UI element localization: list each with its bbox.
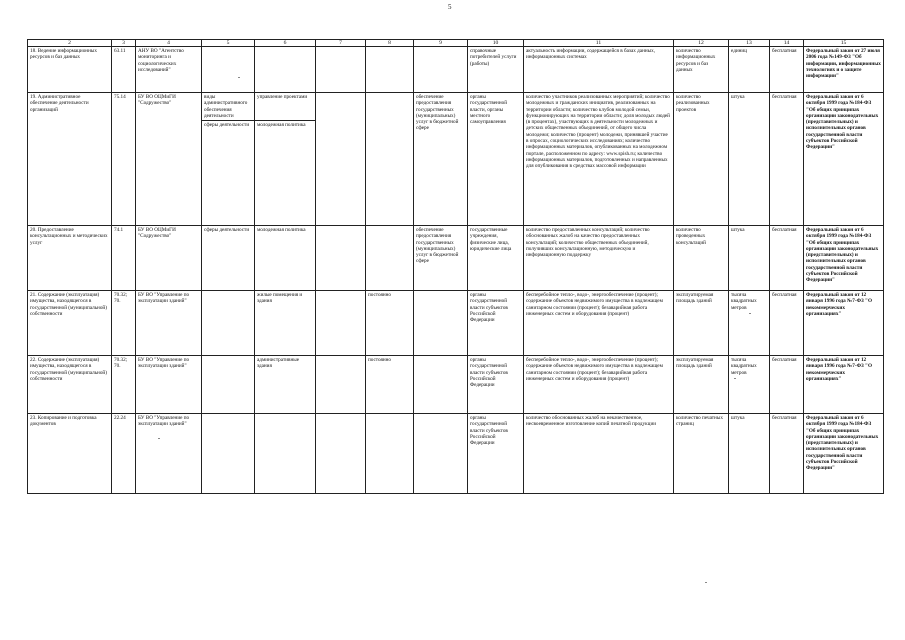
legal-basis-cell: Федеральный закон от 6 октября 1999 года №184-ФЗ "Об общих принципах организации законодательных (представительных) и исполнительных органов государственной власти субъектов Российской Федерации" — [804, 93, 884, 226]
activity-text: административные здания — [257, 357, 300, 370]
scan-speck — [158, 438, 160, 439]
service-name-cell — [28, 93, 112, 226]
quality-indicators-cell: количество обоснованных жалоб на некачественное, несвоевременное изготовление копий печатной продукции — [524, 414, 674, 494]
service-content-cell: обеспечение предоставления государственных (муниципальных) услуг в бюджетной сфере — [414, 226, 468, 291]
legal-basis-cell: Федеральный закон от 6 октября 1999 года №184-ФЗ "Об общих принципах организации законодательных (представительных) и исполнительных органов государственной власти субъектов Российской Федерации" — [804, 226, 884, 291]
column-number: 15 — [804, 40, 884, 47]
consumers-cell: органы государственной власти субъектов Российской Федерации — [468, 414, 524, 494]
okved-code-cell: 70.32; 70. — [112, 291, 136, 356]
column-number: 5 — [202, 40, 255, 47]
service-content-cell — [414, 414, 468, 494]
scan-speck — [749, 313, 751, 314]
quality-indicators-cell: количество предоставленных консультаций; количество обоснованных жалоб на качество предоставленных консультаций; количество общественных объединений, получивших консультационную, методическую и информационную поддержку — [524, 226, 674, 291]
service-name-cell — [28, 414, 112, 494]
okved-code-cell: 70.32; 70. — [112, 356, 136, 414]
consumers-cell: органы государственной власти, органы местного самоуправления — [468, 93, 524, 226]
legal-basis-cell: Федеральный закон от 6 октября 1999 года №184-ФЗ "Об общих принципах организации законодательных (представительных) и исполнительных органов государственной власти субъектов Российской Федерации" — [804, 414, 884, 494]
column-number: 7 — [316, 40, 366, 47]
sphere-cell — [202, 414, 255, 494]
scan-speck — [705, 582, 707, 583]
column-number: 4 — [136, 40, 202, 47]
column-number-row — [28, 40, 884, 47]
frequency-cell — [366, 414, 414, 494]
volume-indicator-cell: количество информационных ресурсов и баз данных — [674, 47, 729, 93]
service-name: Содержание (эксплуатация) имущества, находящегося в государственной (муниципальной) собственности — [30, 357, 107, 382]
okved-code-cell: 74.1 — [112, 226, 136, 291]
table-row — [28, 93, 884, 226]
quality-indicators-cell: актуальность информации, содержащейся в базах данных, информационных системах — [524, 47, 674, 93]
legal-basis-cell: Федеральный закон от 12 января 1996 года №7-ФЗ "О некоммерческих организациях" — [804, 356, 884, 414]
payment-cell: бесплатная — [770, 93, 804, 226]
activity-cell — [255, 93, 316, 226]
payment-cell: бесплатная — [770, 47, 804, 93]
frequency-cell: постоянно — [366, 291, 414, 356]
service-name: Копирование и подготовка документов — [30, 415, 97, 428]
quality-indicators-cell: количество участников реализованных мероприятий; количество молодежных и гражданских инициатив, реализованных на территории области; количество клубов молодой семьи, функционирующих на территории области; доля молодых людей (в процентах), участвующих в деятельности молодежных и детских общественных объединений, от общего числа молодежи; количество (процент) молодежи, принявшей участие в опросах, социологических исследованиях; количество информационных материалов, опубликованных на молодежном портале, расположенном по адресу: www.spish.ru; количество информационных материалов, подготовленных и направленных для опубликования в средствах массовой информации — [524, 93, 674, 226]
frequency-cell — [366, 93, 414, 226]
service-content-cell: обеспечение предоставления государственных (муниципальных) услуг в бюджетной сфере — [414, 93, 468, 226]
activity-cell — [255, 291, 316, 356]
volume-indicator-cell: количество проведенных консультаций — [674, 226, 729, 291]
legal-basis-cell: Федеральный закон от 27 июля 2006 года №149-ФЗ "Об информации, информационных технологиях и о защите информации" — [804, 47, 884, 93]
unit-cell: штука — [729, 93, 770, 226]
unit-cell: штука — [729, 414, 770, 494]
services-registry-table — [27, 39, 884, 494]
row-number: 21. — [30, 292, 37, 298]
column-7-cell — [316, 414, 366, 494]
service-name: Содержание (эксплуатация) имущества, находящегося в государственной (муниципальной) собственности — [30, 292, 107, 317]
sphere-text-secondary: сферы деятельности — [202, 120, 254, 128]
activity-text-secondary: молодежная политика — [255, 120, 315, 128]
column-7-cell — [316, 93, 366, 226]
column-number: 14 — [770, 40, 804, 47]
volume-indicator-cell: количество печатных страниц — [674, 414, 729, 494]
consumers-cell: справочные потребителей услуги (работы) — [468, 47, 524, 93]
legal-basis-cell: Федеральный закон от 12 января 1996 года №7-ФЗ "О некоммерческих организациях" — [804, 291, 884, 356]
service-name-cell — [28, 356, 112, 414]
service-name-cell — [28, 226, 112, 291]
service-content-cell — [414, 356, 468, 414]
page-number: 5 — [448, 3, 452, 11]
table-row — [28, 226, 884, 291]
column-number: 6 — [255, 40, 316, 47]
scan-speck — [734, 378, 736, 379]
frequency-cell: постоянно — [366, 356, 414, 414]
institution-cell: БУ ВО "Управление по эксплуатации зданий" — [136, 291, 202, 356]
table-row — [28, 356, 884, 414]
sphere-cell — [202, 291, 255, 356]
sphere-cell — [202, 47, 255, 93]
row-number: 18. — [30, 48, 37, 54]
unit-cell: штука — [729, 226, 770, 291]
payment-cell: бесплатная — [770, 356, 804, 414]
row-number: 19. — [30, 94, 37, 100]
sphere-cell — [202, 226, 255, 291]
activity-text: управление проектами — [257, 94, 308, 100]
institution-cell: БУ ВО "Управление по эксплуатации зданий" — [136, 356, 202, 414]
column-number: 12 — [674, 40, 729, 47]
column-7-cell — [316, 356, 366, 414]
row-number: 23. — [30, 415, 37, 421]
consumers-cell: органы государственной власти субъектов Российской Федерации — [468, 356, 524, 414]
service-content-cell — [414, 47, 468, 93]
okved-code-cell: 75.14 — [112, 93, 136, 226]
frequency-cell — [366, 226, 414, 291]
sphere-cell — [202, 93, 255, 226]
service-name: Административное обеспечение деятельности организаций — [30, 94, 89, 113]
service-name-cell — [28, 47, 112, 93]
table-row — [28, 47, 884, 93]
table-row — [28, 291, 884, 356]
column-number: 3 — [112, 40, 136, 47]
service-name-cell — [28, 291, 112, 356]
institution-cell: БУ ВО ОЦМиГИ "Содружество" — [136, 226, 202, 291]
payment-cell: бесплатная — [770, 414, 804, 494]
payment-cell: бесплатная — [770, 291, 804, 356]
okved-code-cell: 63.11 — [112, 47, 136, 93]
activity-cell — [255, 47, 316, 93]
sphere-cell — [202, 356, 255, 414]
column-number: 13 — [729, 40, 770, 47]
service-content-cell — [414, 291, 468, 356]
sphere-text: сферы деятельности — [204, 227, 250, 233]
consumers-cell: государственные учреждения, физические лица, юридические лица — [468, 226, 524, 291]
payment-cell: бесплатная — [770, 226, 804, 291]
quality-indicators-cell: бесперебойное тепло-, водо-, энергообеспечение (процент); содержание объектов недвижимого имущества в надлежащем санитарном состоянии (процент); безаварийная работа инженерных систем и оборудования (процент) — [524, 356, 674, 414]
column-number: 8 — [366, 40, 414, 47]
institution-cell: АНУ ВО "Агентство мониторинга и социологических исследований" — [136, 47, 202, 93]
scan-speck — [238, 77, 240, 78]
institution-cell: БУ ВО ОЦМиГИ "Содружество" — [136, 93, 202, 226]
service-name: Предоставление консультационных и методических услуг — [30, 227, 108, 246]
table-row — [28, 414, 884, 494]
unit-cell: единиц — [729, 47, 770, 93]
activity-cell — [255, 414, 316, 494]
service-name: Ведение информационных ресурсов и баз данных — [30, 48, 97, 61]
column-number: 11 — [524, 40, 674, 47]
column-7-cell — [316, 47, 366, 93]
volume-indicator-cell: эксплуатируемая площадь зданий — [674, 356, 729, 414]
volume-indicator-cell: эксплуатируемая площадь зданий — [674, 291, 729, 356]
quality-indicators-cell: бесперебойное тепло-, водо-, энергообеспечение (процент); содержание объектов недвижимого имущества в надлежащем санитарном состоянии (процент); безаварийная работа инженерных систем и оборудования (процент) — [524, 291, 674, 356]
column-7-cell — [316, 226, 366, 291]
sphere-text: виды административного обеспечения деятельности — [204, 94, 248, 119]
volume-indicator-cell: количество реализованных проектов — [674, 93, 729, 226]
activity-text: жилые помещения и здания — [257, 292, 303, 305]
okved-code-cell: 22.24 — [112, 414, 136, 494]
activity-cell — [255, 356, 316, 414]
column-number: 10 — [468, 40, 524, 47]
activity-cell — [255, 226, 316, 291]
unit-cell: тысяча квадратных метров — [729, 291, 770, 356]
row-number: 22. — [30, 357, 37, 363]
activity-text: молодежная политика — [257, 227, 306, 233]
column-number: 9 — [414, 40, 468, 47]
column-7-cell — [316, 291, 366, 356]
consumers-cell: органы государственной власти субъектов Российской Федерации — [468, 291, 524, 356]
institution-cell: БУ ВО "Управление по эксплуатации зданий" — [136, 414, 202, 494]
frequency-cell — [366, 47, 414, 93]
unit-cell: тысяча квадратных метров — [729, 356, 770, 414]
column-number: 2 — [28, 40, 112, 47]
row-number: 20. — [30, 227, 37, 233]
